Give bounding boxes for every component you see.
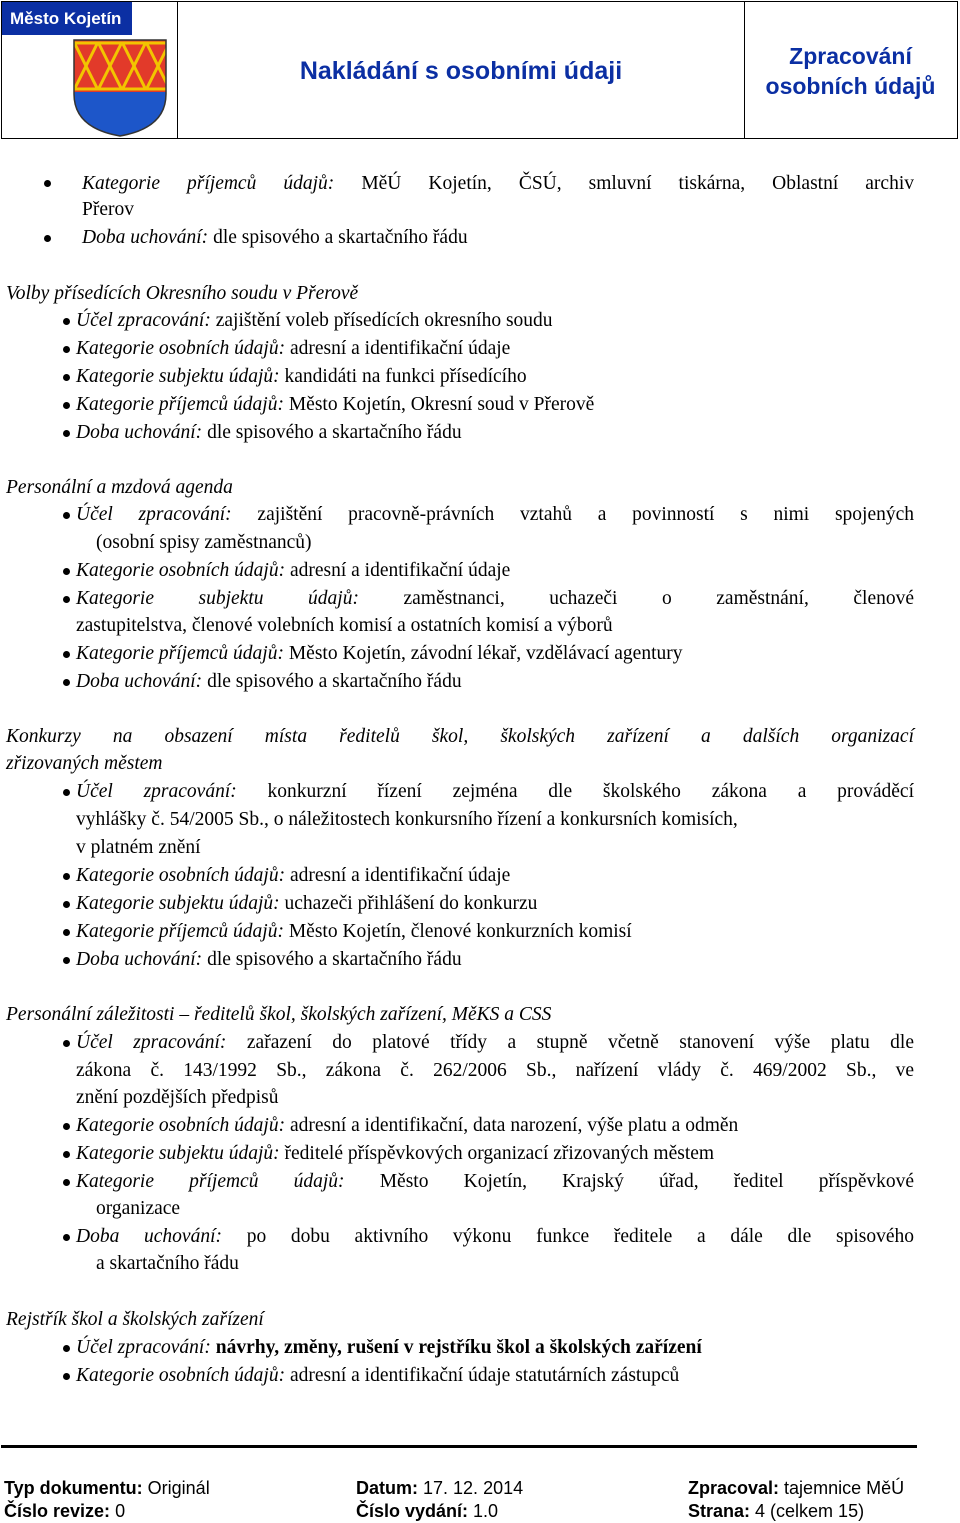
- item-text: adresní a identifikační údaje: [289, 865, 511, 886]
- section-heading: Volby přísedících Okresního soudu v Přerově: [6, 283, 359, 304]
- list-item: [76, 920, 632, 944]
- item-continuation: zákona č. 143/1992 Sb., zákona č. 262/2006 Sb., nařízení vlády č. 469/2002 Sb., ve: [76, 1060, 914, 1081]
- list-item: [76, 1142, 714, 1166]
- item-label: Doba uchování:: [76, 1226, 222, 1247]
- footer-label: Strana:: [688, 1501, 751, 1521]
- item-text: zajištění voleb přísedících okresního soudu: [215, 310, 553, 331]
- bullet-icon: [63, 1123, 70, 1130]
- item-text: adresní a identifikační, data narození, výše platu a odměn: [289, 1115, 739, 1136]
- section-heading: Personální a mzdová agenda: [6, 477, 233, 498]
- bullet-icon: [63, 901, 70, 908]
- item-label: Účel zpracování:: [76, 1337, 211, 1358]
- list-item: [82, 170, 914, 198]
- bullet-icon: [63, 789, 70, 796]
- item-continuation: Přerov: [82, 199, 134, 220]
- list-item: [76, 1336, 702, 1360]
- list-item: [76, 559, 510, 583]
- item-label: Kategorie příjemců údajů:: [82, 173, 335, 194]
- item-text: kandidáti na funkci přísedícího: [284, 366, 527, 387]
- footer-label: Datum:: [356, 1478, 418, 1498]
- bullet-icon: [63, 679, 70, 686]
- item-text: adresní a identifikační údaje: [289, 338, 511, 359]
- footer-value: tajemnice MěÚ: [784, 1478, 905, 1498]
- list-item: [76, 1029, 914, 1057]
- list-item: [76, 393, 594, 417]
- footer-author: [688, 1477, 904, 1499]
- item-text: adresní a identifikační údaje: [289, 560, 511, 581]
- item-text: dle spisového a skartačního řádu: [207, 422, 462, 443]
- item-label: Kategorie osobních údajů:: [76, 560, 286, 581]
- coat-of-arms-logo: [70, 36, 170, 139]
- item-label: Kategorie subjektu údajů:: [76, 1143, 280, 1164]
- item-text: zaměstnanci, uchazeči o zaměstnání, členové: [403, 588, 915, 609]
- item-label: Kategorie subjektu údajů:: [76, 893, 280, 914]
- bullet-icon: [63, 568, 70, 575]
- item-text: Město Kojetín, Krajský úřad, ředitel příspěvkové: [379, 1171, 915, 1192]
- item-label: Kategorie subjektu údajů:: [76, 366, 280, 387]
- item-text: dle spisového a skartačního řádu: [213, 227, 468, 248]
- footer-label: Typ dokumentu:: [4, 1478, 143, 1498]
- bullet-icon: [63, 929, 70, 936]
- logo-cell: [2, 2, 178, 138]
- list-item: [76, 778, 914, 806]
- bullet-icon: [44, 180, 51, 187]
- item-continuation: vyhlášky č. 54/2005 Sb., o náležitostech konkursního řízení a konkursních komisích,: [76, 809, 738, 830]
- bullet-icon: [44, 235, 51, 242]
- bullet-icon: [63, 957, 70, 964]
- item-text: adresní a identifikační údaje statutárních zástupců: [289, 1365, 680, 1386]
- bullet-icon: [63, 596, 70, 603]
- item-label: Kategorie příjemců údajů:: [76, 394, 284, 415]
- city-name: Město Kojetín: [2, 2, 132, 35]
- section-heading: Personální záležitosti – ředitelů škol, školských zařízení, MěKS a CSS: [6, 1004, 552, 1025]
- item-text: po dobu aktivního výkonu funkce ředitele a dále dle spisového: [246, 1226, 914, 1247]
- footer-value: 4 (celkem 15): [755, 1501, 865, 1521]
- list-item: [76, 864, 510, 888]
- bullet-icon: [63, 402, 70, 409]
- bullet-icon: [63, 374, 70, 381]
- list-item: [76, 1168, 914, 1196]
- footer-label: Číslo vydání:: [356, 1501, 469, 1521]
- item-text: Město Kojetín, členové konkurzních komisí: [288, 921, 632, 942]
- footer-doc-type: [4, 1477, 210, 1499]
- list-item: [76, 501, 914, 529]
- item-continuation: (osobní spisy zaměstnanců): [96, 532, 312, 553]
- list-item: [76, 337, 510, 361]
- item-text: zajištění pracovně-právních vztahů a povinností s nimi spojených: [257, 504, 915, 525]
- item-text: uchazeči přihlášení do konkurzu: [284, 893, 538, 914]
- list-item: [76, 1114, 738, 1138]
- item-label: Kategorie osobních údajů:: [76, 1365, 286, 1386]
- footer-label: Zpracoval:: [688, 1478, 780, 1498]
- bullet-icon: [63, 873, 70, 880]
- bullet-icon: [63, 318, 70, 325]
- item-text: návrhy, změny, rušení v rejstříku škol a školských zařízení: [215, 1337, 702, 1358]
- item-text: dle spisového a skartačního řádu: [207, 671, 462, 692]
- list-item: [76, 1223, 914, 1251]
- item-text: zařazení do platové třídy a stupně včetně stanovení výše platu dle: [246, 1032, 914, 1053]
- document-header: [1, 1, 958, 139]
- item-continuation: zastupitelstva, členové volebních komisí a ostatních komisí a výborů: [76, 615, 613, 636]
- list-item: [76, 309, 553, 333]
- footer-label: Číslo revize:: [4, 1501, 111, 1521]
- section-heading: Konkurzy na obsazení místa ředitelů škol, školských zařízení a dalších organizací: [6, 726, 914, 747]
- item-label: Kategorie subjektu údajů:: [76, 588, 359, 609]
- item-text: konkurzní řízení zejména dle školského zákona a prováděcí: [267, 781, 915, 802]
- item-continuation: v platném znění: [76, 837, 201, 858]
- list-item: [76, 585, 914, 613]
- bullet-icon: [63, 512, 70, 519]
- item-label: Účel zpracování:: [76, 1032, 227, 1053]
- bullet-icon: [63, 430, 70, 437]
- bullet-icon: [63, 651, 70, 658]
- bullet-icon: [63, 346, 70, 353]
- item-label: Účel zpracování:: [76, 781, 237, 802]
- item-text: Město Kojetín, Okresní soud v Přerově: [288, 394, 595, 415]
- footer-value: Originál: [147, 1478, 210, 1498]
- footer-revision: [4, 1500, 125, 1522]
- item-label: Kategorie osobních údajů:: [76, 865, 286, 886]
- bullet-icon: [63, 1040, 70, 1047]
- bullet-icon: [63, 1373, 70, 1380]
- item-label: Kategorie osobních údajů:: [76, 338, 286, 359]
- item-label: Doba uchování:: [76, 422, 203, 443]
- item-label: Doba uchování:: [76, 671, 203, 692]
- item-text: MěÚ Kojetín, ČSÚ, smluvní tiskárna, Oblastní archiv: [361, 173, 914, 194]
- list-item: [76, 1364, 679, 1388]
- list-item: [76, 670, 462, 694]
- footer-date: [356, 1477, 523, 1499]
- list-item: [82, 226, 468, 250]
- header-right-line2: osobních údajů: [765, 73, 936, 99]
- item-label: Doba uchování:: [82, 227, 209, 248]
- list-item: [76, 365, 527, 389]
- item-label: Kategorie příjemců údajů:: [76, 1171, 345, 1192]
- footer-value: 1.0: [473, 1501, 499, 1521]
- item-continuation: organizace: [96, 1198, 181, 1219]
- item-label: Doba uchování:: [76, 949, 203, 970]
- list-item: [76, 421, 462, 445]
- footer-issue: [356, 1500, 498, 1522]
- footer-page: [688, 1500, 864, 1522]
- item-label: Účel zpracování:: [76, 504, 232, 525]
- item-text: Město Kojetín, závodní lékař, vzdělávací agentury: [288, 643, 683, 664]
- item-text: ředitelé příspěvkových organizací zřizovaných městem: [284, 1143, 715, 1164]
- bullet-icon: [63, 1179, 70, 1186]
- footer-divider: [1, 1445, 917, 1448]
- header-right-line1: Zpracování: [789, 43, 912, 69]
- footer-value: 0: [115, 1501, 126, 1521]
- header-right-title: [744, 2, 957, 140]
- item-label: Účel zpracování:: [76, 310, 211, 331]
- item-continuation: znění pozdějších předpisů: [76, 1087, 279, 1108]
- section-heading: Rejstřík škol a školských zařízení: [6, 1309, 264, 1330]
- footer-value: 17. 12. 2014: [423, 1478, 524, 1498]
- list-item: [76, 642, 683, 666]
- item-continuation: a skartačního řádu: [96, 1253, 239, 1274]
- item-label: Kategorie osobních údajů:: [76, 1115, 286, 1136]
- document-title: Nakládání s osobními údaji: [299, 56, 623, 85]
- list-item: [76, 948, 462, 972]
- bullet-icon: [63, 1151, 70, 1158]
- list-item: [76, 892, 537, 916]
- item-label: Kategorie příjemců údajů:: [76, 921, 284, 942]
- bullet-icon: [63, 1345, 70, 1352]
- section-heading-cont: zřizovaných městem: [6, 753, 163, 774]
- item-text: dle spisového a skartačního řádu: [207, 949, 462, 970]
- bullet-icon: [63, 1234, 70, 1241]
- item-label: Kategorie příjemců údajů:: [76, 643, 284, 664]
